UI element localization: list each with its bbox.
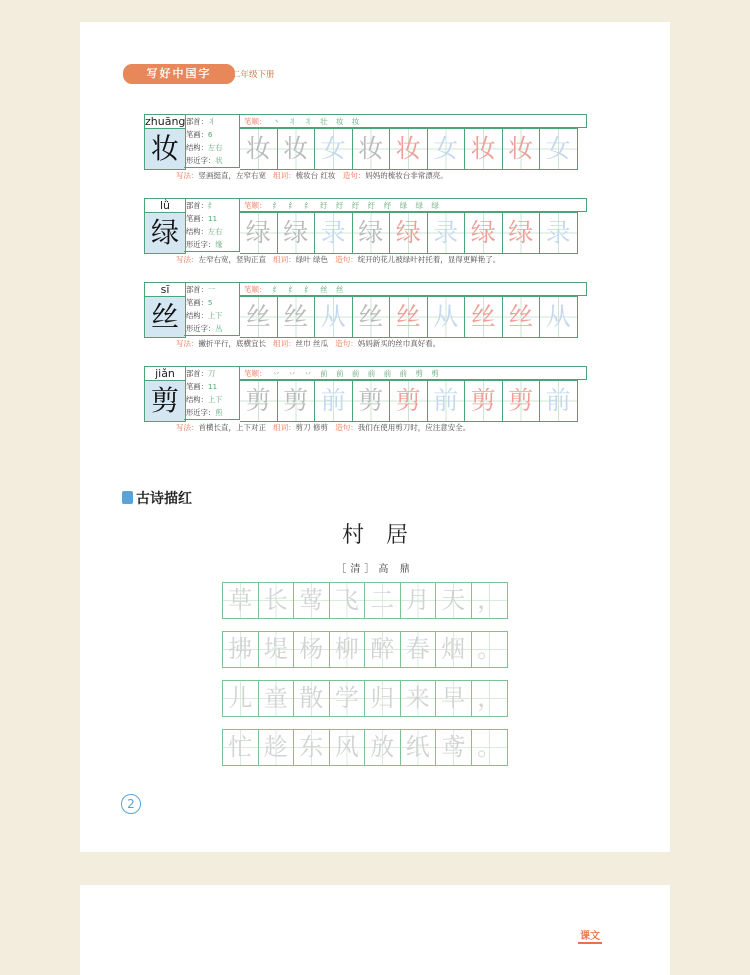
practice-grid	[240, 212, 578, 254]
poem-cell: 趁	[259, 730, 295, 765]
poem-cell: 鸢	[436, 730, 472, 765]
practice-cell: 绿	[390, 213, 428, 253]
practice-cell: 妆	[278, 129, 316, 169]
poem-cell: 飞	[330, 583, 366, 618]
poem-title: 村居	[341, 523, 430, 548]
practice-cell: 前	[540, 381, 578, 421]
practice-cell: 剪	[465, 381, 503, 421]
poem-cell: 莺	[294, 583, 330, 618]
character-info: 部首：一 笔画：5 结构：上下 形近字：丛	[184, 282, 240, 336]
character-entry	[144, 114, 588, 180]
practice-cell: 从	[428, 297, 466, 337]
poem-line	[222, 631, 508, 668]
character-box: 丝	[144, 296, 186, 338]
character-info: 部首：纟 笔画：11 结构：左右 形近字：缘	[184, 198, 240, 252]
practice-cell: 妆	[353, 129, 391, 169]
stroke-order: 笔顺： 丷 丷 丷 前 前 前 前 前 前 剪 剪	[240, 366, 587, 380]
practice-cell: 绿	[465, 213, 503, 253]
poem-line	[222, 729, 508, 766]
page-number: 2	[121, 794, 141, 814]
practice-grid	[240, 128, 578, 170]
poem-cell: 春	[401, 632, 437, 667]
poem-cell: 草	[223, 583, 259, 618]
practice-cell: 女	[315, 129, 353, 169]
poem-cell: 来	[401, 681, 437, 716]
stroke-order: 笔顺： 纟 纟 纟 纡 纡 纡 纡 纾 绿 绿 绿	[240, 198, 587, 212]
grade-label: 二年级下册	[232, 70, 275, 80]
workbook-page	[80, 22, 670, 852]
poem-cell: 。	[472, 632, 508, 667]
poem-line	[222, 582, 508, 619]
pencil-icon	[122, 491, 133, 504]
poem-cell: 纸	[401, 730, 437, 765]
practice-cell: 绿	[278, 213, 316, 253]
practice-cell: 妆	[503, 129, 541, 169]
pinyin: jiǎn	[144, 366, 186, 381]
practice-cell: 绿	[353, 213, 391, 253]
practice-cell: 前	[315, 381, 353, 421]
poem-cell: 儿	[223, 681, 259, 716]
poem-cell: 杨	[294, 632, 330, 667]
poem-cell: 忙	[223, 730, 259, 765]
poem-cell: ，	[472, 583, 508, 618]
poem-cell: 天	[436, 583, 472, 618]
character-box: 绿	[144, 212, 186, 254]
practice-cell: 录	[315, 213, 353, 253]
poem-cell: 堤	[259, 632, 295, 667]
practice-cell: 绿	[240, 213, 278, 253]
header-banner: 写好中国字	[123, 64, 235, 84]
poem-cell: 长	[259, 583, 295, 618]
next-page	[80, 885, 670, 975]
section-title: 古诗描红	[122, 488, 192, 508]
character-info: 部首：丬 笔画：6 结构：左右 形近字：状	[184, 114, 240, 168]
poem-cell: 散	[294, 681, 330, 716]
poem-cell: 童	[259, 681, 295, 716]
practice-cell: 从	[540, 297, 578, 337]
poem-cell: 柳	[330, 632, 366, 667]
practice-cell: 丝	[353, 297, 391, 337]
poem-cell: 东	[294, 730, 330, 765]
poem-cell: 早	[436, 681, 472, 716]
practice-cell: 剪	[390, 381, 428, 421]
poem-cell: 拂	[223, 632, 259, 667]
practice-cell: 剪	[278, 381, 316, 421]
practice-cell: 妆	[465, 129, 503, 169]
poem-cell: 归	[365, 681, 401, 716]
practice-cell: 从	[315, 297, 353, 337]
usage-notes: 写法：首横长直，上下对正 组词：剪刀 修剪 造句：我们在使用剪刀时，应注意安全。	[176, 423, 471, 432]
poem-cell: 醉	[365, 632, 401, 667]
practice-cell: 丝	[503, 297, 541, 337]
poem-cell: ，	[472, 681, 508, 716]
pinyin: lǜ	[144, 198, 186, 213]
character-entry	[144, 282, 588, 348]
poem-cell: 放	[365, 730, 401, 765]
poem-cell: 。	[472, 730, 508, 765]
practice-cell: 剪	[503, 381, 541, 421]
poem-cell: 二	[365, 583, 401, 618]
usage-notes: 写法：撇折平行，底横宜长 组词：丝巾 丝瓜 造句：妈妈新买的丝巾真好看。	[176, 339, 441, 348]
practice-cell: 丝	[278, 297, 316, 337]
practice-cell: 妆	[240, 129, 278, 169]
practice-cell: 女	[428, 129, 466, 169]
poem-line	[222, 680, 508, 717]
poem-cell: 月	[401, 583, 437, 618]
pinyin: zhuāng	[145, 115, 186, 128]
practice-cell: 女	[540, 129, 578, 169]
character-entry	[144, 366, 588, 432]
practice-grid	[240, 296, 578, 338]
poem-cell: 烟	[436, 632, 472, 667]
poem-cell: 风	[330, 730, 366, 765]
poem-cell: 学	[330, 681, 366, 716]
character-info: 部首：刀 笔画：11 结构：上下 形近字：煎	[184, 366, 240, 420]
character-box: 剪	[144, 380, 186, 422]
stroke-order: 笔顺： 纟 纟 纟 丝 丝	[240, 282, 587, 296]
practice-cell: 剪	[240, 381, 278, 421]
usage-notes: 写法：竖画挺直，左窄右宽 组词：梳妆台 红妆 造句：妈妈的梳妆台非常漂亮。	[176, 171, 448, 180]
pinyin: sī	[144, 282, 186, 297]
practice-cell: 录	[540, 213, 578, 253]
practice-cell: 录	[428, 213, 466, 253]
practice-cell: 剪	[353, 381, 391, 421]
next-page-tag: 课文	[578, 927, 602, 944]
practice-cell: 丝	[390, 297, 428, 337]
practice-cell: 妆	[390, 129, 428, 169]
practice-grid	[240, 380, 578, 422]
practice-cell: 前	[428, 381, 466, 421]
practice-cell: 丝	[240, 297, 278, 337]
usage-notes: 写法：左窄右宽，竖钩正直 组词：绿叶 绿色 造句：绽开的花儿被绿叶衬托着，显得更鲜艳了。	[176, 255, 501, 264]
stroke-order: 笔顺： 丶 丬 丬 壮 妆 妆	[240, 114, 587, 128]
character-box: 妆	[144, 128, 186, 170]
practice-cell: 丝	[465, 297, 503, 337]
poem-author: ［清］高 鼎	[336, 564, 414, 575]
character-entry	[144, 198, 588, 264]
practice-cell: 绿	[503, 213, 541, 253]
